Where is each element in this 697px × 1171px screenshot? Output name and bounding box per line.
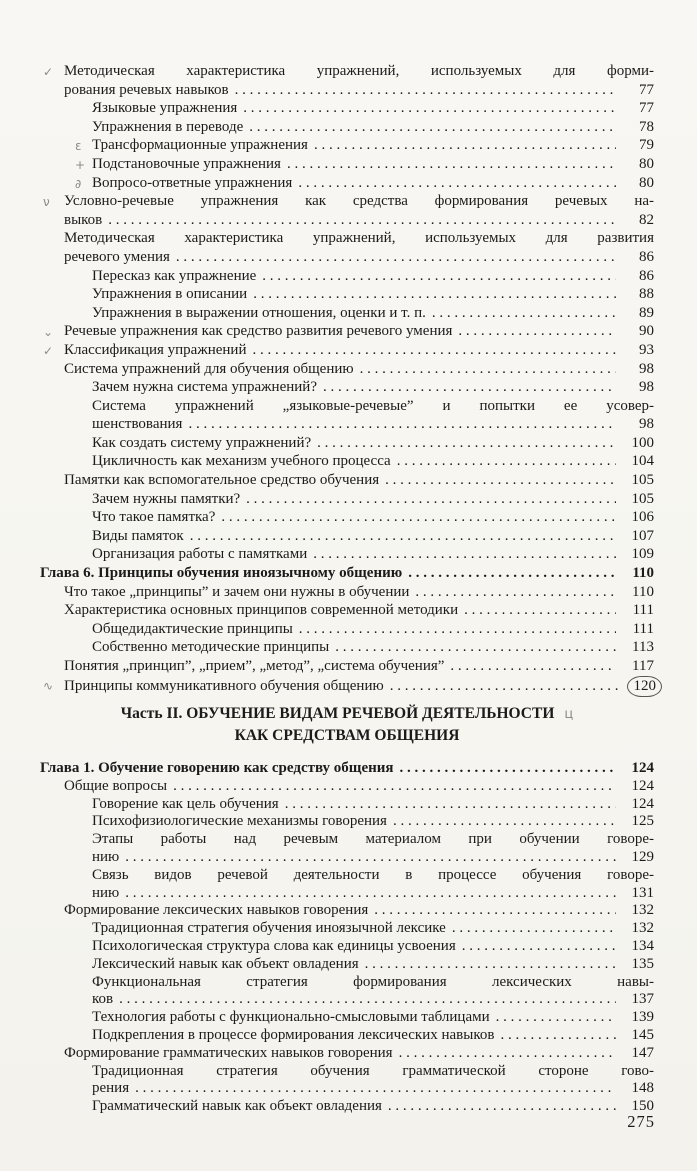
toc-entry-title: Упражнения в описании <box>92 286 248 303</box>
page-number: 78 <box>639 118 654 135</box>
dot-leader <box>188 415 616 434</box>
page-number: 111 <box>632 620 654 637</box>
page-number: 110 <box>632 583 654 600</box>
toc-entry <box>40 938 654 956</box>
page-number: 111 <box>632 602 654 619</box>
dot-leader <box>408 564 616 583</box>
toc-entry-title: Общие вопросы <box>64 777 168 794</box>
toc-entry-title: Глава 6. Принципы обучения иноязычному общению <box>40 565 403 582</box>
toc-entry <box>40 452 654 471</box>
toc-entry-title: Этапы работы над речевым материалом при обучении говоре- <box>92 831 654 848</box>
dot-leader <box>388 1098 616 1116</box>
part-heading-text: Часть II. ОБУЧЕНИЕ ВИДАМ РЕЧЕВОЙ ДЕЯТЕЛЬНОСТИ <box>120 705 555 722</box>
page-number: 124 <box>631 795 654 812</box>
dot-leader <box>285 796 616 814</box>
dot-leader <box>235 81 616 100</box>
toc-entry <box>40 638 654 657</box>
toc-entry <box>40 760 654 778</box>
page-number: 105 <box>631 490 654 507</box>
dot-leader <box>335 638 616 657</box>
toc-entry-title: Собственно методические принципы <box>92 639 330 656</box>
toc-entry <box>40 813 654 831</box>
toc-entry <box>40 620 654 639</box>
toc-entry-title: Психологическая структура слова как единицы усвоения <box>92 937 456 954</box>
toc-entry <box>40 778 654 796</box>
page-number: 80 <box>639 174 654 191</box>
part-heading <box>40 703 654 746</box>
toc-entry-title: Психофизиологические механизмы говорения <box>92 813 387 830</box>
toc-entry-title: Как создать систему упражнений? <box>92 434 312 451</box>
toc-entry <box>40 434 654 453</box>
toc-entry-title: рования речевых навыков <box>64 81 229 98</box>
toc-entry-title: Упражнения в переводе <box>92 118 244 135</box>
toc-entry-title: Что такое памятка? <box>92 509 216 526</box>
toc-entry <box>40 360 654 379</box>
toc-entry <box>40 211 654 230</box>
toc-entry-title: нию <box>92 884 120 901</box>
dot-leader <box>390 677 623 696</box>
toc-entry-title: Что такое „принципы” и зачем они нужны в обучении <box>64 583 410 600</box>
toc-entry-title: Цикличность как механизм учебного процесса <box>92 453 391 470</box>
page-number: 137 <box>631 991 654 1008</box>
toc-entry-title: нию <box>92 848 120 865</box>
toc-entry-title: Пересказ как упражнение <box>92 267 257 284</box>
page-number: 131 <box>631 884 654 901</box>
page-number-circled: 120 <box>627 676 663 698</box>
toc-entry-title: Функциональная стратегия формирования лексических навы- <box>92 973 654 990</box>
toc-entry <box>40 304 654 323</box>
dot-leader <box>360 360 616 379</box>
toc-entry-title: Система упражнений для обучения общению <box>64 360 354 377</box>
toc-entry-title: Понятия „принцип”, „прием”, „метод”, „система обучения” <box>64 658 445 674</box>
toc-entry-title: Подстановочные упражнения <box>92 155 281 172</box>
toc-section-bottom <box>40 760 654 1116</box>
dot-leader <box>374 902 616 920</box>
toc-entry <box>40 601 654 620</box>
dot-leader <box>500 1027 616 1045</box>
toc-entry <box>40 657 654 676</box>
pencil-mark: ∂ <box>75 176 82 191</box>
toc-entry <box>40 155 654 174</box>
page-number: 80 <box>639 155 654 172</box>
dot-leader <box>496 1009 616 1027</box>
dot-leader <box>173 778 616 796</box>
page-number: 145 <box>631 1026 654 1043</box>
toc-entry <box>40 229 654 248</box>
page-number: 110 <box>632 565 654 582</box>
page-number: 98 <box>639 379 654 396</box>
dot-leader <box>385 471 616 490</box>
pencil-mark: ε <box>75 139 82 154</box>
toc-entry <box>40 849 654 867</box>
dot-leader <box>125 849 616 867</box>
toc-entry <box>40 1098 654 1116</box>
page-number: 105 <box>631 472 654 489</box>
dot-leader <box>313 545 616 564</box>
toc-entry <box>40 867 654 885</box>
toc-entry-title: Общедидактические принципы <box>92 620 293 637</box>
dot-leader <box>298 174 616 193</box>
dot-leader <box>415 583 616 602</box>
toc-entry-title: речевого умения <box>64 248 170 265</box>
toc-section-top <box>40 62 654 694</box>
dot-leader <box>176 248 616 267</box>
toc-entry <box>40 1045 654 1063</box>
dot-leader <box>397 452 616 471</box>
dot-leader <box>246 490 616 509</box>
dot-leader <box>287 155 616 174</box>
page-number: 107 <box>631 527 654 544</box>
toc-entry-title: Методическая характеристика упражнений, используемых для развития <box>64 230 654 247</box>
dot-leader <box>249 118 616 137</box>
page-number: 104 <box>631 453 654 470</box>
toc-entry <box>40 81 654 100</box>
toc-entry-title: Формирование лексических навыков говорения <box>64 902 369 919</box>
toc-entry <box>40 902 654 920</box>
dot-leader <box>243 99 616 118</box>
toc-entry <box>40 136 654 155</box>
toc-entry <box>40 471 654 490</box>
toc-entry <box>40 378 654 397</box>
toc-entry-title: ков <box>92 991 114 1008</box>
dot-leader <box>450 657 616 676</box>
pencil-mark: ∿ <box>43 678 54 693</box>
toc-entry-title: Памятки как вспомогательное средство обучения <box>64 472 380 489</box>
dot-leader <box>317 434 616 453</box>
dot-leader <box>252 341 616 360</box>
toc-entry-title: Методическая характеристика упражнений, используемых для форми- <box>64 63 654 79</box>
dot-leader <box>253 285 616 304</box>
pencil-mark: ν <box>43 195 50 210</box>
page-number: 98 <box>639 360 654 377</box>
page-number: 93 <box>639 341 654 358</box>
toc-entry-title: Технология работы с функционально-смысловыми таблицами <box>92 1009 490 1026</box>
page-number: 125 <box>631 813 654 830</box>
toc-entry-title: Глава 1. Обучение говорению как средству общения <box>40 760 394 776</box>
dot-leader <box>221 508 616 527</box>
toc-entry <box>40 174 654 193</box>
page-number: 89 <box>639 304 654 321</box>
toc-entry-title: Виды памяток <box>92 527 184 544</box>
dot-leader <box>452 920 616 938</box>
page-number: 139 <box>631 1009 654 1026</box>
page-number: 117 <box>632 658 654 674</box>
toc-entry <box>40 322 654 341</box>
page-number: 147 <box>631 1044 654 1061</box>
dot-leader <box>462 938 616 956</box>
toc-entry <box>40 564 654 583</box>
dot-leader <box>125 885 616 903</box>
toc-entry-title: Формирование грамматических навыков говорения <box>64 1044 393 1061</box>
page-number: 106 <box>631 509 654 526</box>
toc-entry <box>40 974 654 992</box>
dot-leader <box>135 1080 616 1098</box>
page-number: 98 <box>639 416 654 433</box>
toc-entry-title: Грамматический навык как объект овладения <box>92 1098 382 1115</box>
toc-entry-title: Традиционная стратегия обучения грамматической стороне гово- <box>92 1062 654 1079</box>
dot-leader <box>323 378 616 397</box>
dot-leader <box>399 1045 616 1063</box>
dot-leader <box>299 620 616 639</box>
toc-entry-title: Система упражнений „языковые-речевые” и попытки ее усовер- <box>92 397 654 414</box>
toc-entry-title: Зачем нужны памятки? <box>92 490 241 507</box>
toc-entry <box>40 527 654 546</box>
toc-entry-title: Упражнения в выражении отношения, оценки и т. п. <box>92 304 426 321</box>
toc-entry <box>40 397 654 416</box>
toc-entry <box>40 62 654 81</box>
dot-leader <box>119 991 616 1009</box>
toc-entry <box>40 1063 654 1081</box>
toc-entry-title: Речевые упражнения как средство развития речевого умения <box>64 323 453 340</box>
toc-entry-title: Связь видов речевой деятельности в процессе обучения говоре- <box>92 866 654 883</box>
page-number: 86 <box>639 267 654 284</box>
pencil-mark: ц <box>564 707 574 722</box>
page-number: 134 <box>631 937 654 954</box>
toc-entry-title: выков <box>64 211 103 228</box>
page-number: 82 <box>639 211 654 228</box>
page-number: 86 <box>639 248 654 265</box>
toc-entry <box>40 885 654 903</box>
toc-entry <box>40 1009 654 1027</box>
toc-entry-title: Классификация упражнений <box>64 341 247 358</box>
dot-leader <box>393 813 616 831</box>
toc-entry-title: Говорение как цель обучения <box>92 795 279 812</box>
toc-entry <box>40 267 654 286</box>
dot-leader <box>458 322 616 341</box>
dot-leader <box>365 956 616 974</box>
toc-entry-title: Традиционная стратегия обучения иноязычной лексике <box>92 920 446 937</box>
page-number: 132 <box>631 902 654 919</box>
page-number: 135 <box>631 955 654 972</box>
pencil-mark: + <box>75 157 86 172</box>
toc-entry <box>40 545 654 564</box>
toc-entry-title: Подкрепления в процессе формирования лексических навыков <box>92 1026 495 1043</box>
pencil-mark: ⌄ <box>43 325 54 340</box>
page-number: 100 <box>631 434 654 451</box>
toc-entry <box>40 676 654 695</box>
toc-entry <box>40 796 654 814</box>
toc-entry <box>40 920 654 938</box>
toc-entry <box>40 285 654 304</box>
toc-entry <box>40 415 654 434</box>
toc-entry <box>40 583 654 602</box>
page-number: 88 <box>639 286 654 303</box>
toc-entry-title: Условно-речевые упражнения как средства формирования речевых на- <box>64 193 654 210</box>
part-heading-line1 <box>40 703 654 725</box>
toc-entry <box>40 192 654 211</box>
toc-entry <box>40 1027 654 1045</box>
toc-entry <box>40 1080 654 1098</box>
toc-entry-title: Организация работы с памятками <box>92 546 308 563</box>
toc-entry-title: Лексический навык как объект овладения <box>92 955 359 972</box>
page-number: 129 <box>631 848 654 865</box>
part-heading-line2: КАК СРЕДСТВАМ ОБЩЕНИЯ <box>234 727 460 744</box>
toc-entry-title: Языковые упражнения <box>92 100 238 117</box>
toc-entry <box>40 956 654 974</box>
page-number: 79 <box>639 137 654 154</box>
page-number: 113 <box>632 639 654 656</box>
toc-entry <box>40 991 654 1009</box>
toc-entry <box>40 341 654 360</box>
page-number: 132 <box>631 920 654 937</box>
toc-entry <box>40 508 654 527</box>
page-number: 150 <box>631 1098 654 1115</box>
pencil-mark: ✓ <box>43 65 54 79</box>
page-number: 77 <box>639 81 654 98</box>
toc-entry-title: Трансформационные упражнения <box>92 137 308 154</box>
dot-leader <box>262 267 616 286</box>
pencil-mark: ✓ <box>43 343 54 358</box>
dot-leader <box>108 211 616 230</box>
dot-leader <box>190 527 616 546</box>
toc-entry <box>40 490 654 509</box>
page-number: 109 <box>631 546 654 563</box>
toc-entry <box>40 831 654 849</box>
page-number: 124 <box>631 777 654 794</box>
toc-entry <box>40 99 654 118</box>
dot-leader <box>432 304 616 323</box>
dot-leader <box>464 601 616 620</box>
page-number: 90 <box>639 323 654 340</box>
folio-page-number: 275 <box>627 1112 655 1131</box>
page-number: 148 <box>631 1080 654 1097</box>
page-number: 77 <box>639 100 654 117</box>
toc-entry-title: Зачем нужна система упражнений? <box>92 379 317 396</box>
toc-entry-title: Принципы коммуникативного обучения общению <box>64 677 384 694</box>
toc-entry-title: Характеристика основных принципов современной методики <box>64 602 459 619</box>
toc-entry <box>40 248 654 267</box>
toc-entry-title: рения <box>92 1080 130 1097</box>
toc-entry-title: Вопросо-ответные упражнения <box>92 174 293 191</box>
dot-leader <box>400 760 616 778</box>
page-number: 124 <box>631 760 654 776</box>
toc-entry <box>40 118 654 137</box>
toc-entry-title: шенствования <box>92 416 183 433</box>
dot-leader <box>314 136 616 155</box>
